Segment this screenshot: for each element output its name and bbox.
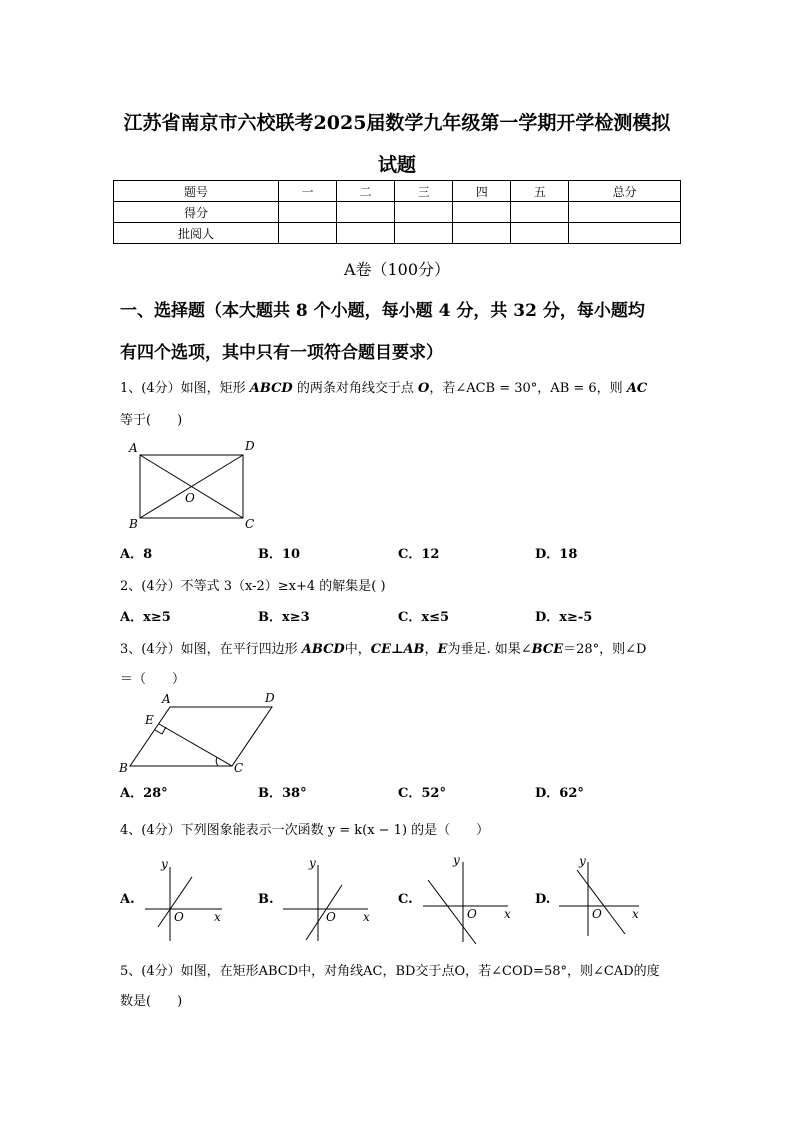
part1-heading-line2: 有四个选项，其中只有一项符合题目要求）	[120, 343, 443, 363]
score-cell	[279, 223, 337, 244]
question-1-text	[120, 377, 647, 396]
q1-option-a: A．8	[120, 547, 153, 562]
section-a-title: A卷（100分）	[343, 260, 451, 279]
label-b: B	[119, 761, 128, 775]
score-table	[113, 180, 681, 244]
label-b: B	[129, 517, 138, 531]
label-d: D	[265, 691, 275, 705]
label-x: x	[632, 907, 639, 921]
q3-bce: BCE	[531, 642, 564, 657]
q3-parallelogram-figure	[115, 690, 285, 776]
score-cell: 五	[511, 181, 569, 202]
score-row-label: 得分	[114, 202, 279, 223]
q3-point-e: E	[437, 642, 448, 657]
score-cell: 题号	[114, 181, 279, 202]
label-x: x	[214, 910, 221, 924]
label-o: O	[174, 910, 184, 924]
q3-option-b: B．38°	[258, 786, 307, 801]
q1-condition: ，若∠ACB = 30°，AB = 6，则	[429, 381, 623, 396]
question-5-line1: 5、(4分）如图，在矩形ABCD中，对角线AC，BD交于点O，若∠COD=58°，则∠CAD的度	[120, 964, 660, 979]
grader-row-label: 批阅人	[114, 223, 279, 244]
score-table-header-row	[114, 181, 681, 202]
score-cell	[453, 202, 511, 223]
question-2-text: 2、(4分）不等式 3（x-2）≥x+4 的解集是( )	[120, 579, 386, 594]
q1-option-d: D．18	[535, 547, 578, 562]
q1-mid: 的两条对角线交于点	[296, 381, 414, 396]
question-5-line2: 数是( )	[120, 994, 183, 1009]
label-o: O	[467, 907, 477, 921]
score-cell: 总分	[569, 181, 681, 202]
q3-prefix: 3、(4分）如图，在平行四边形	[120, 642, 298, 657]
label-c: C	[234, 761, 244, 775]
label-a: A	[129, 441, 138, 455]
score-cell: 二	[337, 181, 395, 202]
label-x: x	[363, 910, 370, 924]
question-3-line2: ＝（ ）	[120, 672, 186, 687]
label-o: O	[326, 910, 336, 924]
label-x: x	[504, 907, 511, 921]
q2-option-b: B．x≥3	[258, 610, 310, 625]
q1-ac: AC	[626, 381, 648, 396]
score-table-score-row	[114, 202, 681, 223]
score-cell	[395, 223, 453, 244]
q3-comma: ，	[424, 642, 438, 657]
score-cell	[569, 202, 681, 223]
label-y: y	[309, 856, 316, 870]
q1-option-b: B．10	[258, 547, 301, 562]
q3-mid2: 为垂足. 如果∠	[447, 642, 532, 657]
q1-point-o: O	[418, 381, 430, 396]
q4-graph-d	[555, 852, 650, 942]
right-angle-mark	[155, 727, 166, 734]
score-cell	[511, 223, 569, 244]
part1-heading-line1: 一、选择题（本大题共 8 个小题，每小题 4 分，共 32 分，每小题均	[120, 301, 645, 321]
score-cell	[453, 223, 511, 244]
q1-prefix: 1、(4分）如图，矩形	[120, 381, 246, 396]
q2-option-a: A．x≥5	[120, 610, 171, 625]
q3-abcd: ABCD	[301, 642, 345, 657]
q3-option-a: A．28°	[120, 786, 168, 801]
score-cell	[395, 202, 453, 223]
score-cell	[279, 202, 337, 223]
q4-option-a-label: A.	[120, 892, 135, 907]
score-cell	[337, 223, 395, 244]
q4-graph-b	[280, 855, 375, 945]
score-cell	[569, 223, 681, 244]
score-cell: 四	[453, 181, 511, 202]
label-y: y	[453, 853, 460, 867]
q4-option-c-label: C.	[398, 892, 413, 907]
function-line	[577, 870, 625, 934]
q4-graph-c	[418, 852, 518, 947]
label-e: E	[145, 713, 154, 727]
label-o: O	[185, 491, 195, 505]
label-o: O	[592, 907, 602, 921]
q3-mid1: 中，	[344, 642, 371, 657]
score-cell	[511, 202, 569, 223]
q3-option-d: D．62°	[535, 786, 584, 801]
question-3-text	[120, 638, 646, 657]
function-line	[306, 885, 342, 940]
q1-abcd: ABCD	[249, 381, 293, 396]
q3-end: ＝28°，则∠D	[563, 642, 647, 657]
label-y: y	[579, 854, 586, 868]
q2-option-d: D．x≥-5	[535, 610, 593, 625]
label-c: C	[245, 517, 255, 531]
q1-option-c: C．12	[398, 547, 440, 562]
label-d: D	[245, 439, 255, 453]
q3-option-c: C．52°	[398, 786, 446, 801]
label-a: A	[162, 692, 171, 706]
document-title-line1: 江苏省南京市六校联考2025届数学九年级第一学期开学检测模拟	[123, 112, 671, 134]
q4-graph-a	[140, 855, 230, 945]
q4-option-b-label: B.	[258, 892, 274, 907]
score-table-grader-row	[114, 223, 681, 244]
document-title-line2: 试题	[377, 154, 416, 176]
score-cell: 三	[395, 181, 453, 202]
segment-ce	[159, 724, 232, 766]
q2-option-c: C．x≤5	[398, 610, 450, 625]
question-4-text: 4、(4分）下列图象能表示一次函数 y = k(x − 1) 的是（ ）	[120, 823, 490, 838]
q3-ce-perp-ab: CE⊥AB	[370, 642, 425, 657]
question-1-line2: 等于( )	[120, 413, 183, 428]
label-y: y	[161, 857, 168, 871]
q1-rectangle-figure	[125, 436, 265, 536]
q4-option-d-label: D.	[535, 892, 551, 907]
score-cell	[337, 202, 395, 223]
score-cell: 一	[279, 181, 337, 202]
